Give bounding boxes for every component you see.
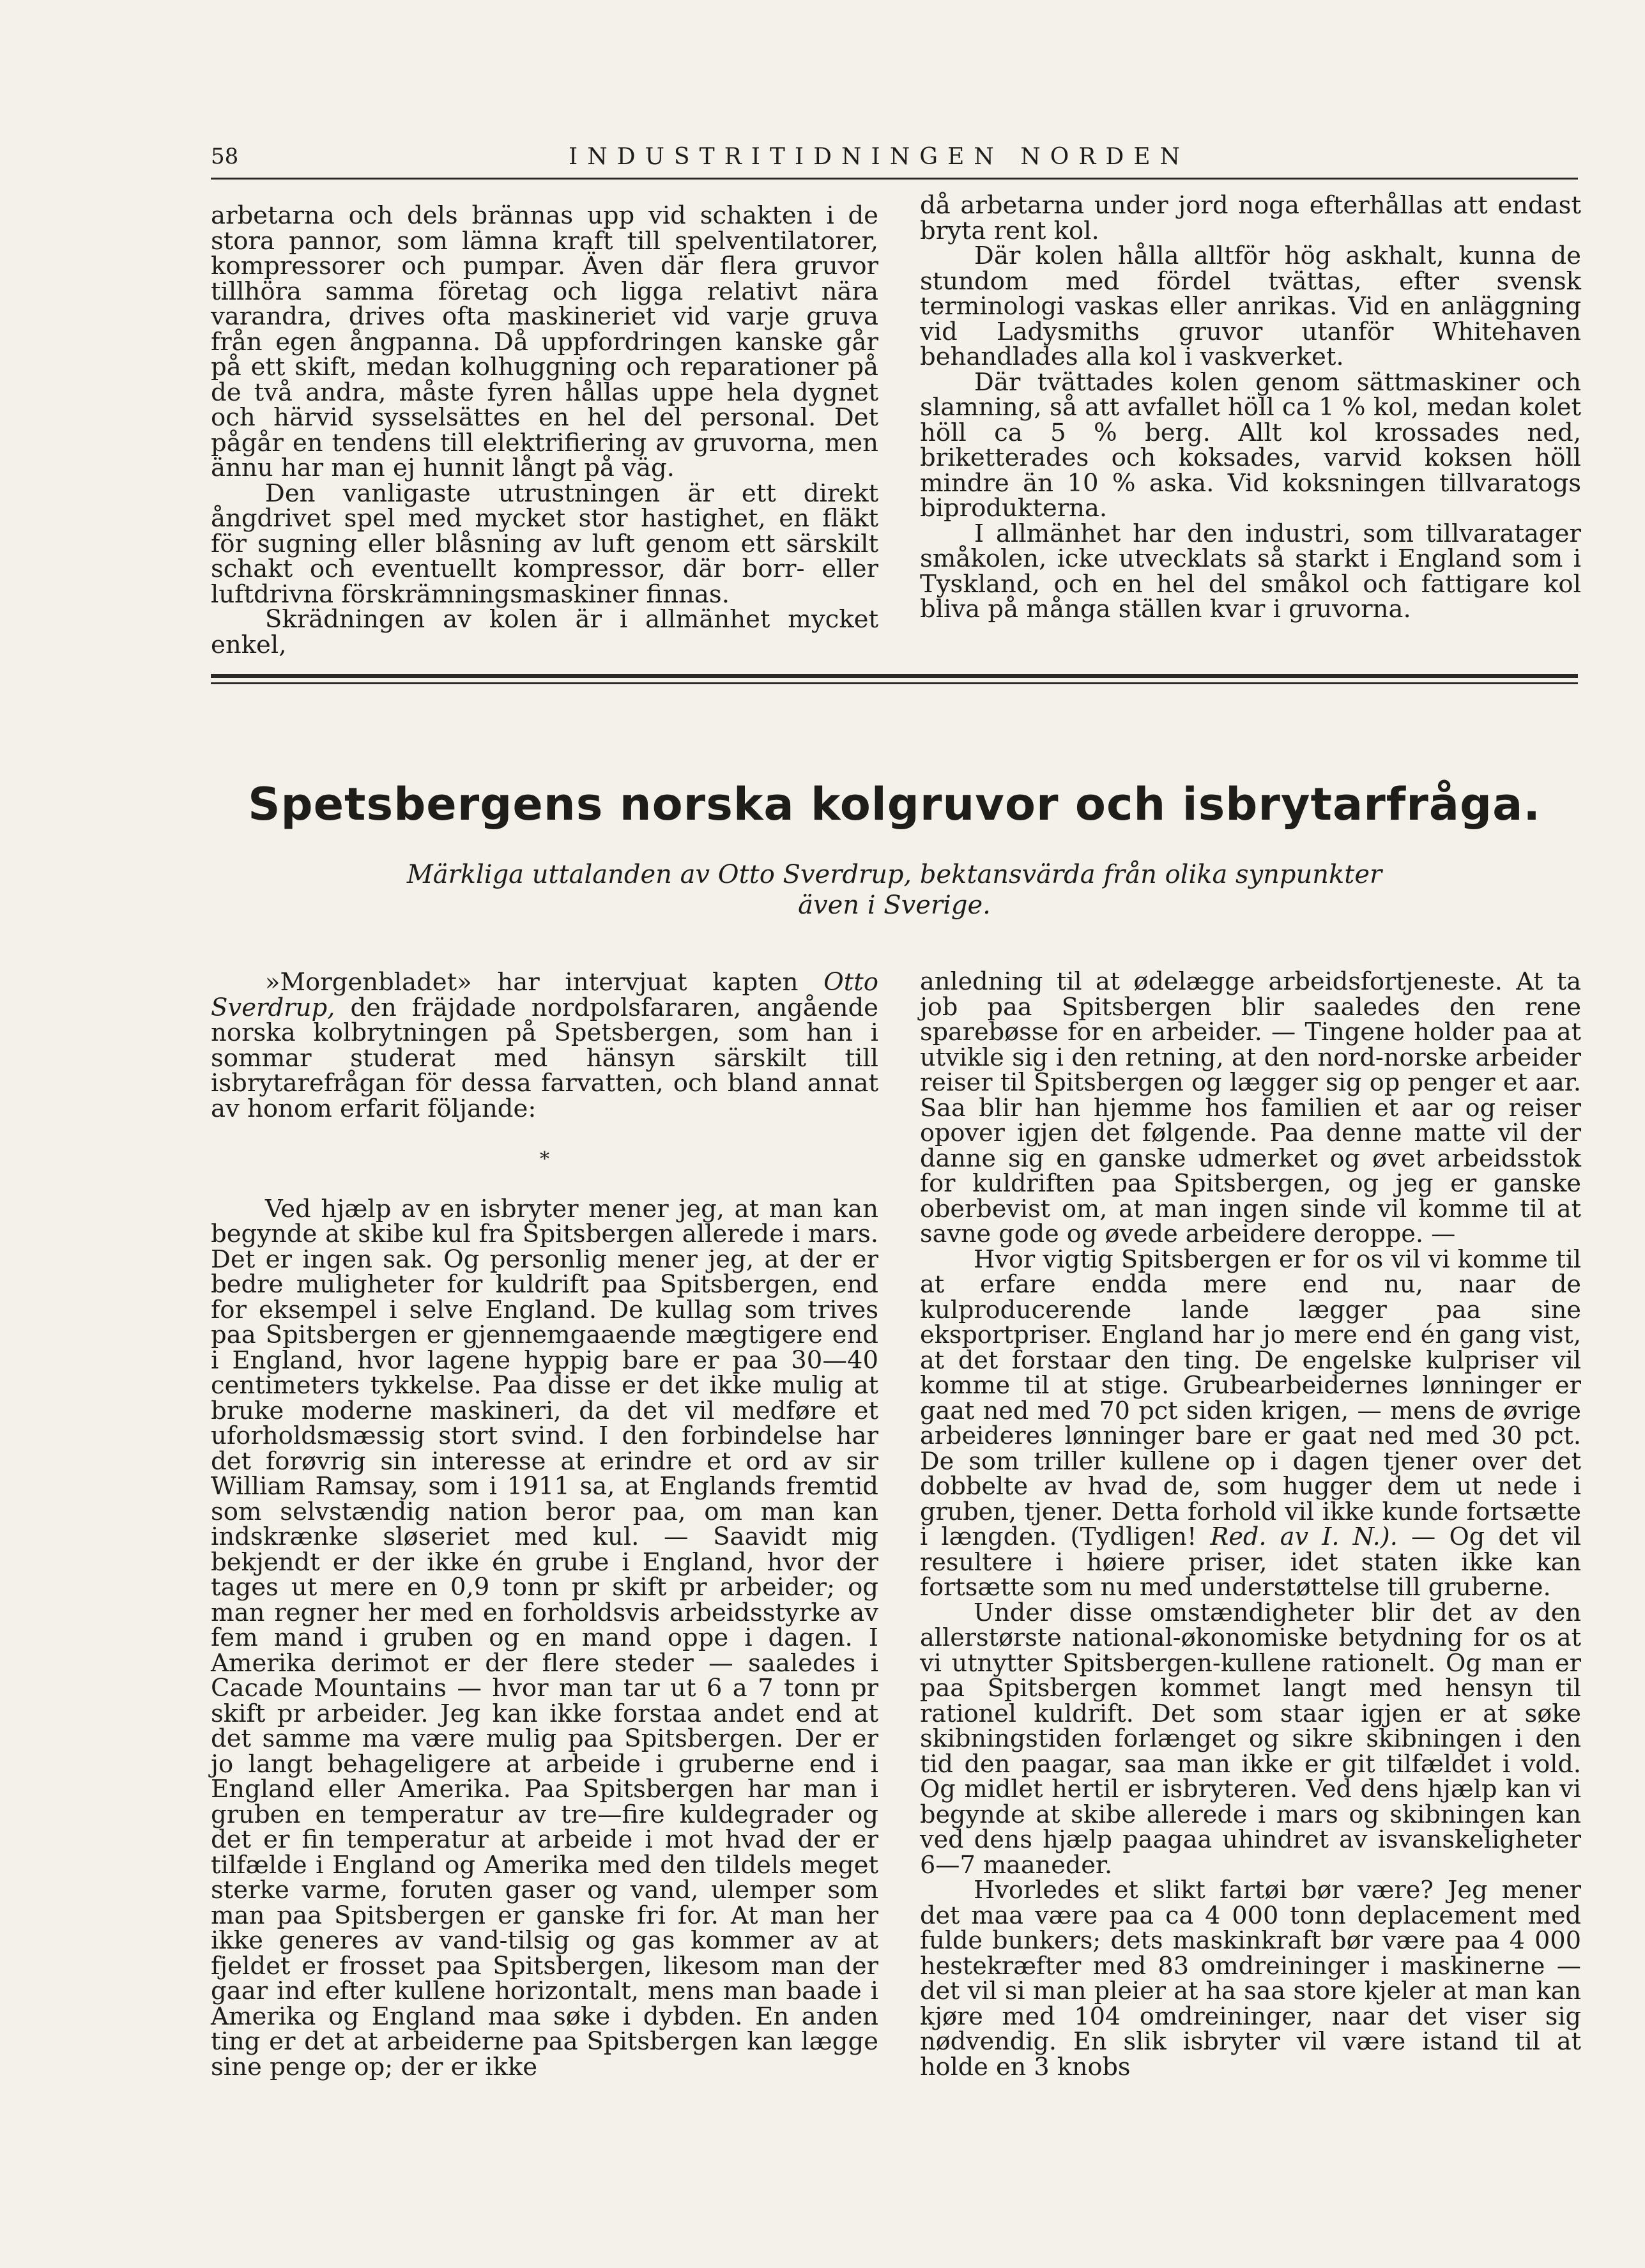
running-header bbox=[211, 137, 1578, 176]
paragraph: arbetarna och dels brännas upp vid schakten i de stora pannor, som lämna kraft till spelventilatorer, kompressorer och pumpar. Även där flera gruvor tillhöra samma företag och ligga relativt nära varandra, drives ofta maskineriet vid varje gruva från egen ångpanna. Då uppfordringen kanske går på ett skift, medan kolhuggning och reparationer på de två andra, måste fyren hållas uppe hela dygnet och härvid sysselsättes en hel del personal. Det pågår en tendens till elektrifiering av gruvorna, men ännu har man ej hunnit långt på väg. bbox=[211, 201, 878, 482]
intro-name: Otto Sverdrup, bbox=[211, 968, 878, 1022]
previous-article-left-column bbox=[211, 203, 878, 657]
paragraph: Under disse omstændigheter blir det av den allerstørste national-økonomiske betydning for os at vi utnytter Spitsbergen-kullene rationelt. Og man er paa Spitsbergen kommet langt med hensyn til rationel kuldrift. Det som staar igjen er at søke skibningstiden forlænget og sikre skibningen i den tid den paagar, saa man ikke er git tilfældet i vold. Og midlet hertil er isbryteren. Ved dens hjælp kan vi begynde at skibe allerede i mars og skibningen kan ved dens hjælp paagaa uhindret av isvanskeligheter 6—7 maaneder. bbox=[920, 1598, 1581, 1880]
paragraph: då arbetarna under jord noga efterhållas att endast bryta rent kol. bbox=[920, 191, 1581, 245]
journal-title: INDUSTRITIDNINGEN NORDEN bbox=[569, 144, 1190, 170]
intro-text-cont: den fräjdade nordpolsfararen, angående norska kolbrytningen på Spetsbergen, som han i sommar studerat med hänsyn särskilt till isbrytarefrågan för dessa farvatten, och bland annat av honom erfarit följande: bbox=[211, 993, 878, 1123]
paragraph: Skrädningen av kolen är i allmänhet mycket enkel, bbox=[211, 605, 878, 659]
article-left-column bbox=[211, 970, 878, 2080]
paragraph: anledning til at ødelægge arbeidsfortjeneste. At ta job paa Spitsbergen blir saaledes den rene sparebøsse for en arbeider. — Tingene holder paa at utvikle sig i den retning, at den nord-norske arbeider reiser til Spitsbergen og lægger sig op penger et aar. Saa blir han hjemme hos familien et aar og reiser opover igjen det følgende. Paa denne matte vil der danne sig en ganske udmerket og øvet arbeidsstok for kuldriften paa Spitsbergen, og jeg er ganske oberbevist om, at man ingen sinde vil komme til at savne gode og øvede arbeidere deroppe. — bbox=[920, 968, 1581, 1248]
separator-asterisk: * bbox=[540, 1148, 549, 1170]
paragraph: Där tvättades kolen genom sättmaskiner och slamning, så att avfallet höll ca 1 % kol, medan kolet höll ca 5 % berg. Allt kol krossades ned, briketterades och koksades, varvid koksen höll mindre än 10 % aska. Vid koksningen tillvaratogs biprodukterna. bbox=[920, 367, 1581, 523]
previous-article-right-column bbox=[920, 193, 1581, 622]
paragraph bbox=[920, 1245, 1582, 1602]
intro-text: »Morgenbladet» har intervjuat kapten bbox=[264, 968, 824, 997]
paragraph: Den vanligaste utrustningen är ett direkt ångdrivet spel med mycket stor hastighet, en fläkt för sugning eller blåsning av luft genom ett särskilt schakt och eventuellt kompressor, där borr- eller luftdrivna förskrämningsmaskiner finnas. bbox=[211, 479, 878, 609]
article-title: Spetsbergens norska kolgruvor och isbrytarfråga. bbox=[248, 778, 1541, 831]
paragraph: Hvorledes et slikt fartøi bør være? Jeg mener det maa være paa ca 4 000 tonn deplacement med fulde bunkers; dets maskinkraft bør være paa 4 000 hestekræfter med 83 omdreininger i maskinerne — det vil si man pleier at ha saa store kjeler at man kan kjøre med 104 omdreininger, naar det viser sig nødvendig. En slik isbryter vil være istand til at holde en 3 knobs bbox=[920, 1876, 1581, 2081]
section-divider bbox=[211, 674, 1578, 678]
paragraph: Där kolen hålla alltför hög askhalt, kunna de stundom med fördel tvättas, efter svensk terminologi vaskas eller anrikas. Vid en anläggning vid Ladysmiths gruvor utanför Whitehaven behandlades alla kol i vaskverket. bbox=[920, 241, 1581, 371]
article-subtitle: Märkliga uttalanden av Otto Sverdrup, bektansvärda från olika synpunkter även i Sverige. bbox=[406, 860, 1382, 920]
section-divider-thin bbox=[211, 682, 1578, 684]
paragraph-text-cont: — Og det vil resultere i høiere priser, idet staten ikke kan fortsætte som nu med understøttelse till gruberne. bbox=[920, 1523, 1582, 1602]
editor-note: Red. av I. N.). bbox=[1210, 1523, 1398, 1551]
header-rule bbox=[211, 178, 1578, 180]
paragraph-text: Hvor vigtig Spitsbergen er for os vil vi komme til at erfare endda mere end nu, naar de kulproducerende lande lægger paa sine eksportpriser. England har jo mere end én gang vist, at det forstaar den ting. De engelske kulpriser vil komme til at stige. Grubearbeidernes lønninger er gaat ned med 70 pct siden krigen, — mens de øvrige arbeideres lønninger bare er gaat ned med 30 pct. De som triller kullene op i dagen tjener over det dobbelte av hvad de, som hugger dem ut nede i gruben, tjener. Detta forhold vil ikke kunde fortsætte i længden. (Tydligen! bbox=[920, 1245, 1581, 1551]
paragraph: I allmänhet har den industri, som tillvaratager småkolen, icke utvecklats så starkt i England som i Tyskland, och en hel del småkol och fattigare kol bliva på många ställen kvar i gruvorna. bbox=[920, 519, 1581, 624]
page-number: 58 bbox=[211, 144, 239, 169]
article-right-column bbox=[920, 970, 1581, 2080]
paragraph: Ved hjælp av en isbryter mener jeg, at man kan begynde at skibe kul fra Spitsbergen allerede i mars. Det er ingen sak. Og personlig mener jeg, at der er bedre muligheter for kuldrift paa Spitsbergen, end for eksempel i selve England. De kullag som trives paa Spitsbergen er gjennemgaaende mægtigere end i England, hvor lagene hyppig bare er paa 30—40 centimeters tykkelse. Paa disse er det ikke mulig at bruke moderne maskineri, da det vil medføre et uforholdsmæssig stort svind. I den forbindelse har det forøvrig sin interesse at erindre et ord av sir William Ramsay, som i 1911 sa, at Englands fremtid som selvstændig nation beror paa, om man kan indskrænke sløseriet med kul. — Saavidt mig bekjendt er der ikke én grube i England, hvor der tages ut mere en 0,9 tonn pr skift pr arbeider; og man regner her med en forholdsvis arbeidsstyrke av fem mand i gruben og en mand oppe i dagen. I Amerika derimot er der flere steder — saaledes i Cacade Mountains — hvor man tar ut 6 a 7 tonn pr skift pr arbeider. Jeg kan ikke forstaa andet end at det samme ma være mulig paa Spitsbergen. Der er jo langt behageligere at arbeide i gruberne end i England eller Amerika. Paa Spitsbergen har man i gruben en temperatur av tre—fire kuldegrader og det er fin temperatur at arbeide i mot hvad der er tilfælde i England og Amerika med den tildels meget sterke varme, foruten gaser og vand, ulemper som man paa Spitsbergen er ganske fri for. At man her ikke generes av vand-tilsig og gas kommer av at fjeldet er frosset paa Spitsbergen, likesom man der gaar ind efter kullene horizontalt, mens man baade i Amerika og England maa søke i dybden. En anden ting er det at arbeiderne paa Spitsbergen kan lægge sine penge op; der er ikke bbox=[211, 1194, 878, 2081]
intro-paragraph bbox=[211, 970, 878, 1121]
